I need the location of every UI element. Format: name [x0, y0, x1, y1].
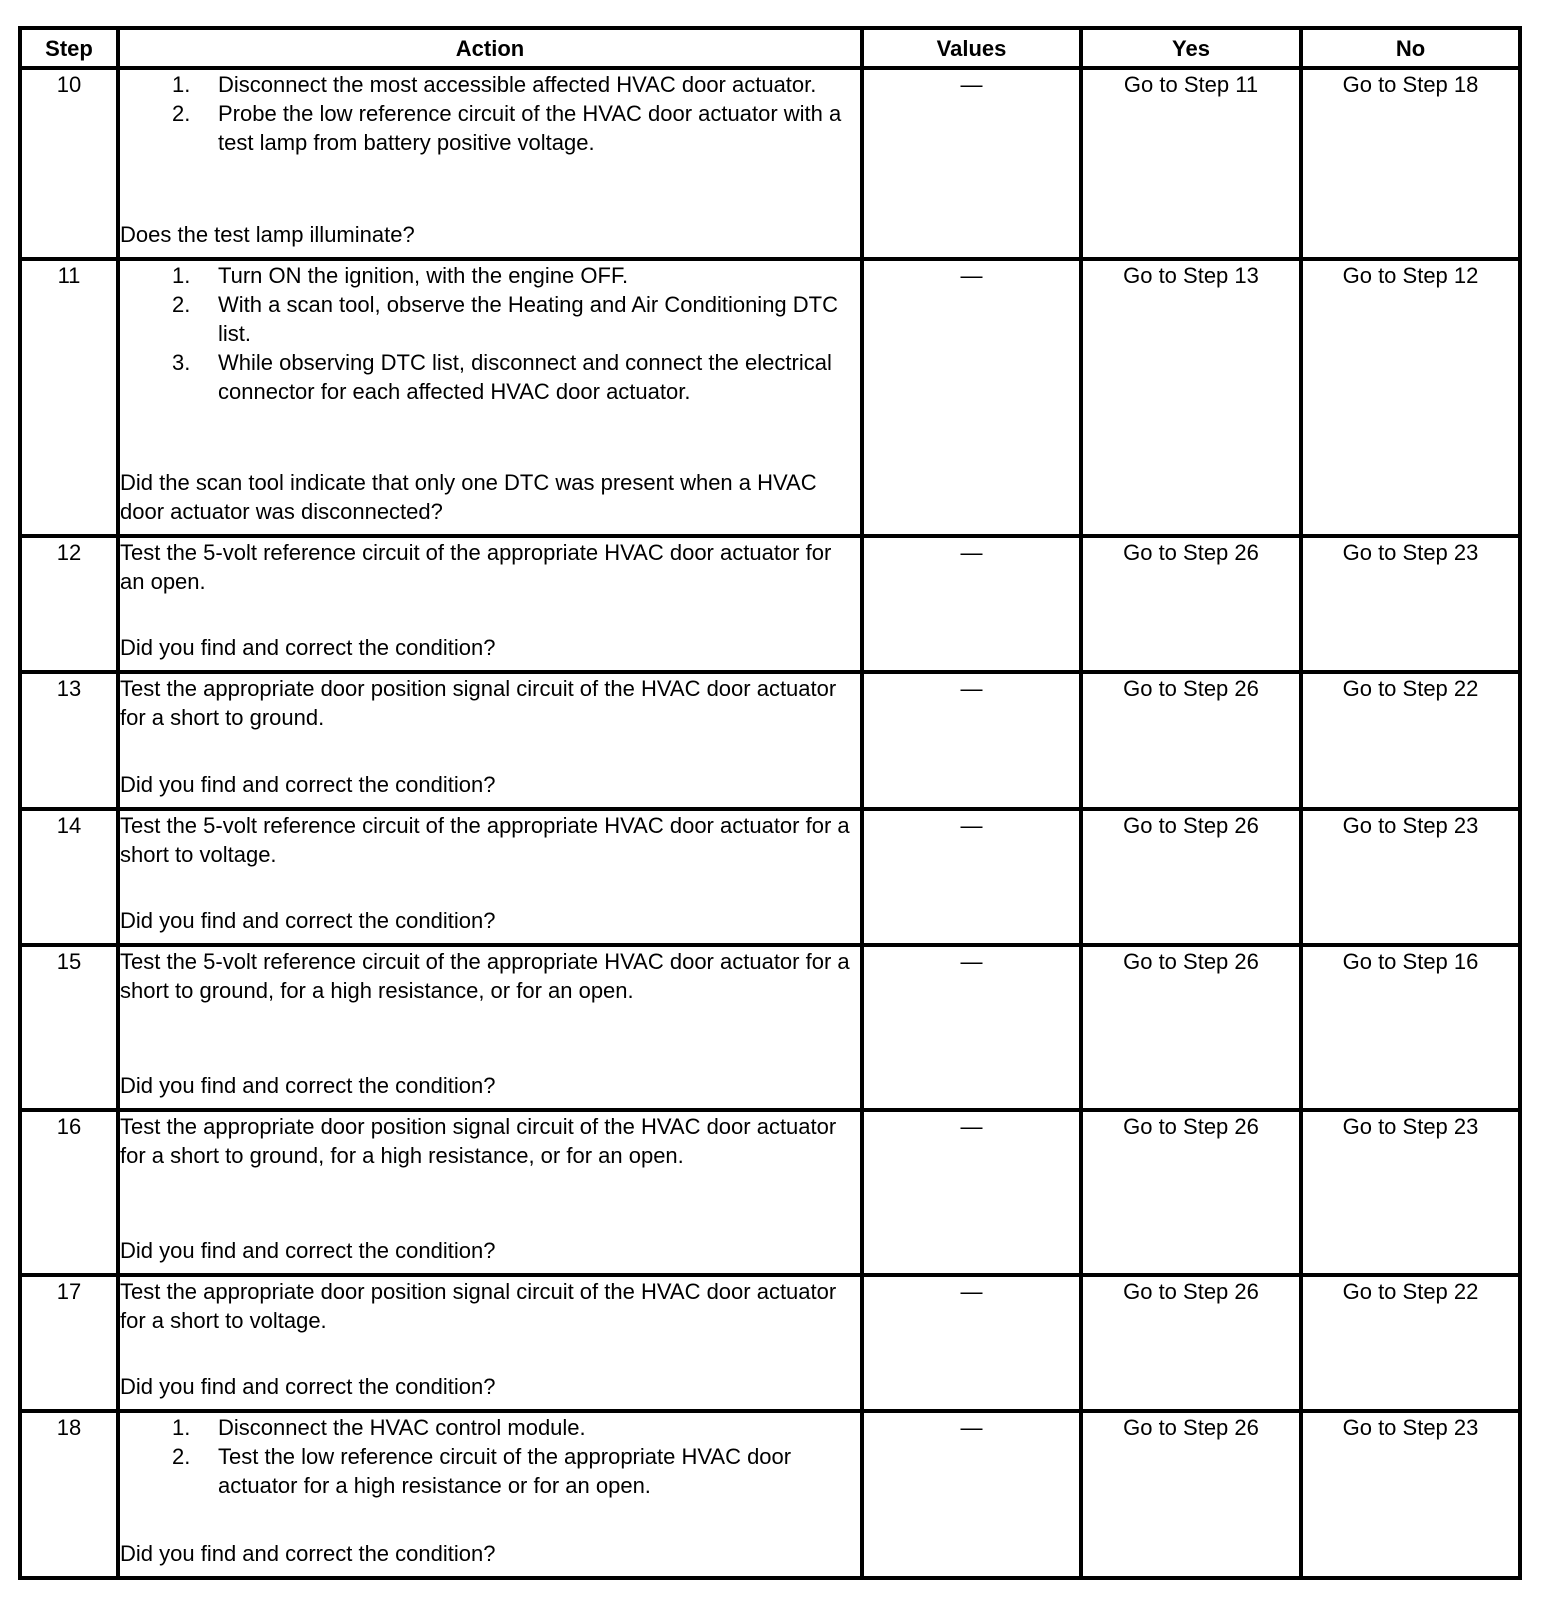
action-step-item [120, 1413, 860, 1442]
yes-result: Go to Step 26 [1081, 1275, 1301, 1411]
action-instruction: Test the appropriate door position signal circuit of the HVAC door actuator for a short to ground, for a high resistance, or for an open. [120, 1114, 837, 1168]
action-steps-list [120, 1413, 860, 1500]
action-cell [118, 68, 862, 259]
action-step-number: 1. [172, 72, 191, 97]
yes-result: Go to Step 13 [1081, 259, 1301, 536]
action-step-text: With a scan tool, observe the Heating and Air Conditioning DTC list. [218, 292, 838, 346]
action-instruction: Test the 5-volt reference circuit of the appropriate HVAC door actuator for an open. [120, 540, 832, 594]
action-steps-list [120, 261, 860, 406]
diagnostic-table [18, 26, 1522, 1580]
action-content [120, 1277, 860, 1401]
action-instruction: Test the appropriate door position signal circuit of the HVAC door actuator for a short to voltage. [120, 1279, 837, 1333]
action-step-number: 2. [172, 292, 191, 317]
no-result: Go to Step 23 [1301, 1110, 1520, 1275]
header-action: Action [118, 28, 862, 68]
action-step-item [120, 99, 860, 157]
action-step-text: Test the low reference circuit of the appropriate HVAC door actuator for a high resistance or for an open. [218, 1444, 792, 1498]
action-question: Did you find and correct the condition? [120, 635, 496, 660]
no-result: Go to Step 22 [1301, 1275, 1520, 1411]
action-step-text: While observing DTC list, disconnect and connect the electrical connector for each affected HVAC door actuator. [218, 350, 832, 404]
action-instruction: Test the appropriate door position signal circuit of the HVAC door actuator for a short to ground. [120, 676, 837, 730]
values-cell: — [862, 1275, 1081, 1411]
header-no: No [1301, 28, 1520, 68]
action-step-item [120, 348, 860, 406]
yes-result: Go to Step 11 [1081, 68, 1301, 259]
action-step-item [120, 1442, 860, 1500]
table-row [20, 68, 1520, 259]
table-row [20, 809, 1520, 945]
step-number: 13 [20, 672, 118, 809]
action-instruction: Test the 5-volt reference circuit of the appropriate HVAC door actuator for a short to voltage. [120, 813, 850, 867]
action-instruction: Test the 5-volt reference circuit of the appropriate HVAC door actuator for a short to ground, for a high resistance, or for an open. [120, 949, 850, 1003]
no-result: Go to Step 16 [1301, 945, 1520, 1110]
action-step-number: 2. [172, 1444, 191, 1469]
values-cell: — [862, 259, 1081, 536]
no-result: Go to Step 23 [1301, 536, 1520, 672]
step-number: 12 [20, 536, 118, 672]
action-step-number: 2. [172, 101, 191, 126]
action-step-number: 1. [172, 263, 191, 288]
action-question: Does the test lamp illuminate? [120, 222, 415, 247]
header-yes: Yes [1081, 28, 1301, 68]
table-row [20, 672, 1520, 809]
action-content [120, 538, 860, 662]
step-number: 14 [20, 809, 118, 945]
header-values: Values [862, 28, 1081, 68]
action-step-item [120, 290, 860, 348]
action-steps-list [120, 70, 860, 157]
action-content [120, 261, 860, 526]
values-cell: — [862, 68, 1081, 259]
table-row [20, 1411, 1520, 1578]
step-number: 10 [20, 68, 118, 259]
action-question: Did you find and correct the condition? [120, 1374, 496, 1399]
no-result: Go to Step 18 [1301, 68, 1520, 259]
action-question: Did you find and correct the condition? [120, 1073, 496, 1098]
action-question: Did you find and correct the condition? [120, 1238, 496, 1263]
action-step-text: Disconnect the HVAC control module. [218, 1415, 586, 1440]
yes-result: Go to Step 26 [1081, 1110, 1301, 1275]
action-cell [118, 1411, 862, 1578]
values-cell: — [862, 672, 1081, 809]
action-content [120, 947, 860, 1100]
step-number: 18 [20, 1411, 118, 1578]
yes-result: Go to Step 26 [1081, 809, 1301, 945]
table-row [20, 259, 1520, 536]
step-number: 17 [20, 1275, 118, 1411]
action-question: Did you find and correct the condition? [120, 772, 496, 797]
action-cell [118, 672, 862, 809]
action-content [120, 70, 860, 249]
step-number: 16 [20, 1110, 118, 1275]
action-cell [118, 259, 862, 536]
action-content [120, 811, 860, 935]
action-content [120, 1112, 860, 1265]
table-row [20, 1110, 1520, 1275]
no-result: Go to Step 12 [1301, 259, 1520, 536]
action-step-item [120, 261, 860, 290]
action-content [120, 1413, 860, 1568]
action-question: Did you find and correct the condition? [120, 1541, 496, 1566]
action-cell [118, 1275, 862, 1411]
values-cell: — [862, 1411, 1081, 1578]
action-cell [118, 1110, 862, 1275]
action-cell [118, 809, 862, 945]
values-cell: — [862, 809, 1081, 945]
action-step-text: Disconnect the most accessible affected HVAC door actuator. [218, 72, 817, 97]
no-result: Go to Step 22 [1301, 672, 1520, 809]
action-step-text: Turn ON the ignition, with the engine OFF. [218, 263, 629, 288]
action-question: Did the scan tool indicate that only one DTC was present when a HVAC door actuator was disconnected? [120, 470, 817, 524]
action-step-number: 1. [172, 1415, 191, 1440]
header-row [20, 28, 1520, 68]
yes-result: Go to Step 26 [1081, 536, 1301, 672]
yes-result: Go to Step 26 [1081, 945, 1301, 1110]
table-body [20, 68, 1520, 1578]
values-cell: — [862, 945, 1081, 1110]
header-step: Step [20, 28, 118, 68]
action-question: Did you find and correct the condition? [120, 908, 496, 933]
table-row [20, 945, 1520, 1110]
values-cell: — [862, 536, 1081, 672]
action-content [120, 674, 860, 799]
action-step-number: 3. [172, 350, 191, 375]
no-result: Go to Step 23 [1301, 809, 1520, 945]
table-row [20, 536, 1520, 672]
action-cell [118, 945, 862, 1110]
action-step-item [120, 70, 860, 99]
step-number: 15 [20, 945, 118, 1110]
step-number: 11 [20, 259, 118, 536]
table-row [20, 1275, 1520, 1411]
action-cell [118, 536, 862, 672]
no-result: Go to Step 23 [1301, 1411, 1520, 1578]
yes-result: Go to Step 26 [1081, 1411, 1301, 1578]
values-cell: — [862, 1110, 1081, 1275]
action-step-text: Probe the low reference circuit of the HVAC door actuator with a test lamp from battery positive voltage. [218, 101, 842, 155]
yes-result: Go to Step 26 [1081, 672, 1301, 809]
